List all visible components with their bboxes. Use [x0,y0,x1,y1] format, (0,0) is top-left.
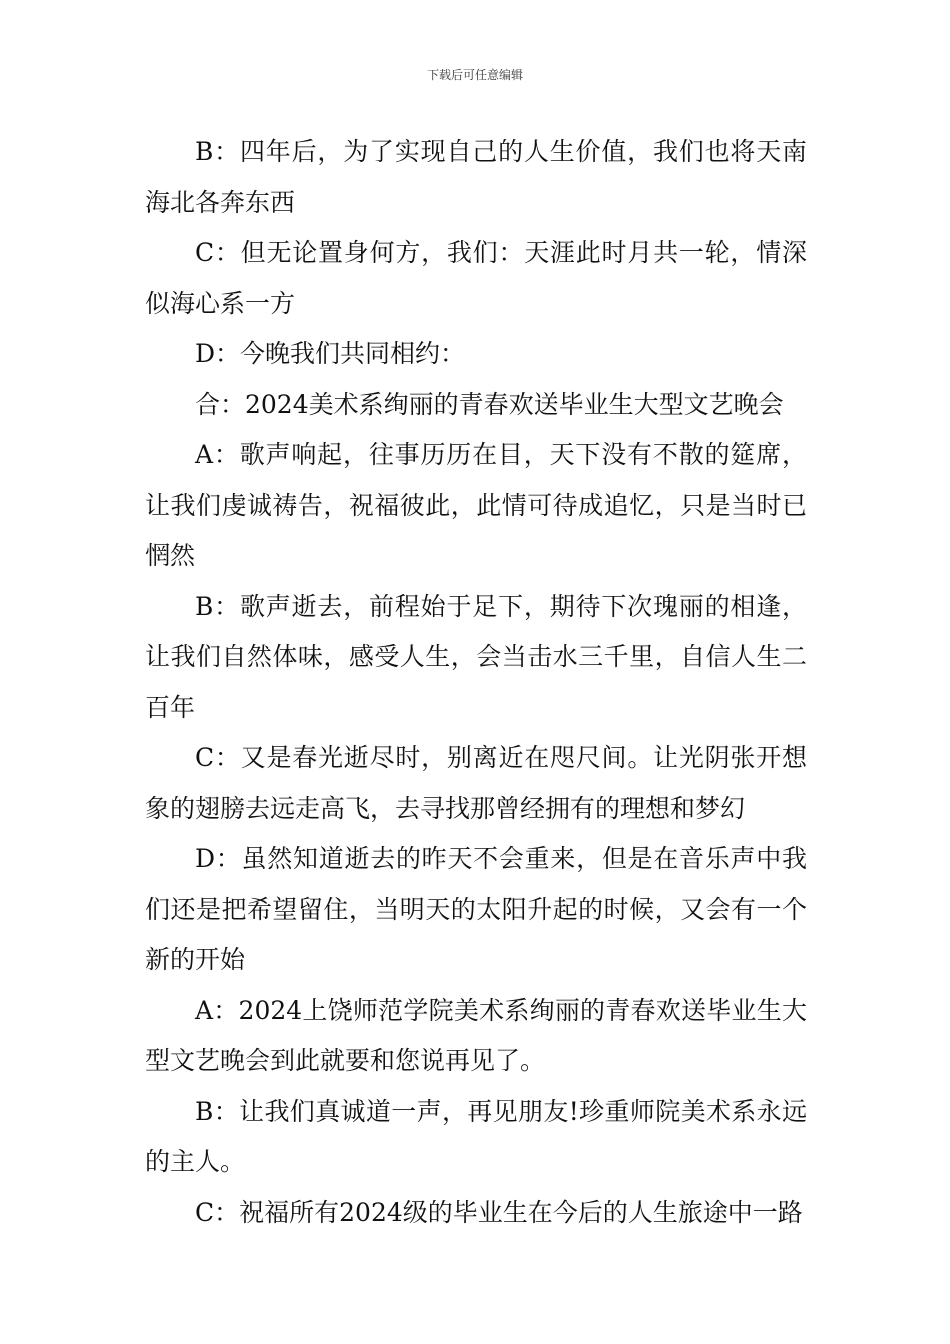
paragraph-c-spring-ends: C：又是春光逝尽时，别离近在咫尺间。让光阴张开想象的翅膀去远走高飞，去寻找那曾经拥有的理想和梦幻 [145,743,807,823]
paragraph-b-song-fades: B：歌声逝去，前程始于足下，期待下次瑰丽的相逢，让我们自然体味，感受人生，会当击水三千里，自信人生二百年 [145,591,807,722]
paragraph-c-wherever: C：但无论置身何方，我们：天涯此时月共一轮，情深似海心系一方 [145,238,807,318]
paragraph-a-farewell: A：2024上饶师范学院美术系绚丽的青春欢送毕业生大型文艺晚会到此就要和您说再见了。 [145,995,807,1075]
paragraph-together: 合：2024美术系绚丽的青春欢送毕业生大型文艺晚会 [195,389,784,419]
document-body [145,127,807,1238]
page-header-note: 下载后可任意编辑 [426,68,523,82]
paragraph-d-tonight: D：今晚我们共同相约： [195,339,466,368]
paragraph-b-goodbye-friends: B：让我们真诚道一声，再见朋友!珍重师院美术系永远的主人。 [145,1096,807,1176]
paragraph-c-blessing: C：祝福所有2024级的毕业生在今后的人生旅途中一路 [195,1197,803,1227]
paragraph-a-song-rises: A：歌声响起，往事历历在目，天下没有不散的筵席，让我们虔诚祷告，祝福彼此，此情可待成追忆，只是当时已惘然 [145,440,807,570]
paragraph-d-new-beginning: D：虽然知道逝去的昨天不会重来，但是在音乐声中我们还是把希望留住，当明天的太阳升起的时候，又会有一个新的开始 [145,844,807,974]
paragraph-b-four-years: B：四年后，为了实现自己的人生价值，我们也将天南海北各奔东西 [145,137,807,217]
